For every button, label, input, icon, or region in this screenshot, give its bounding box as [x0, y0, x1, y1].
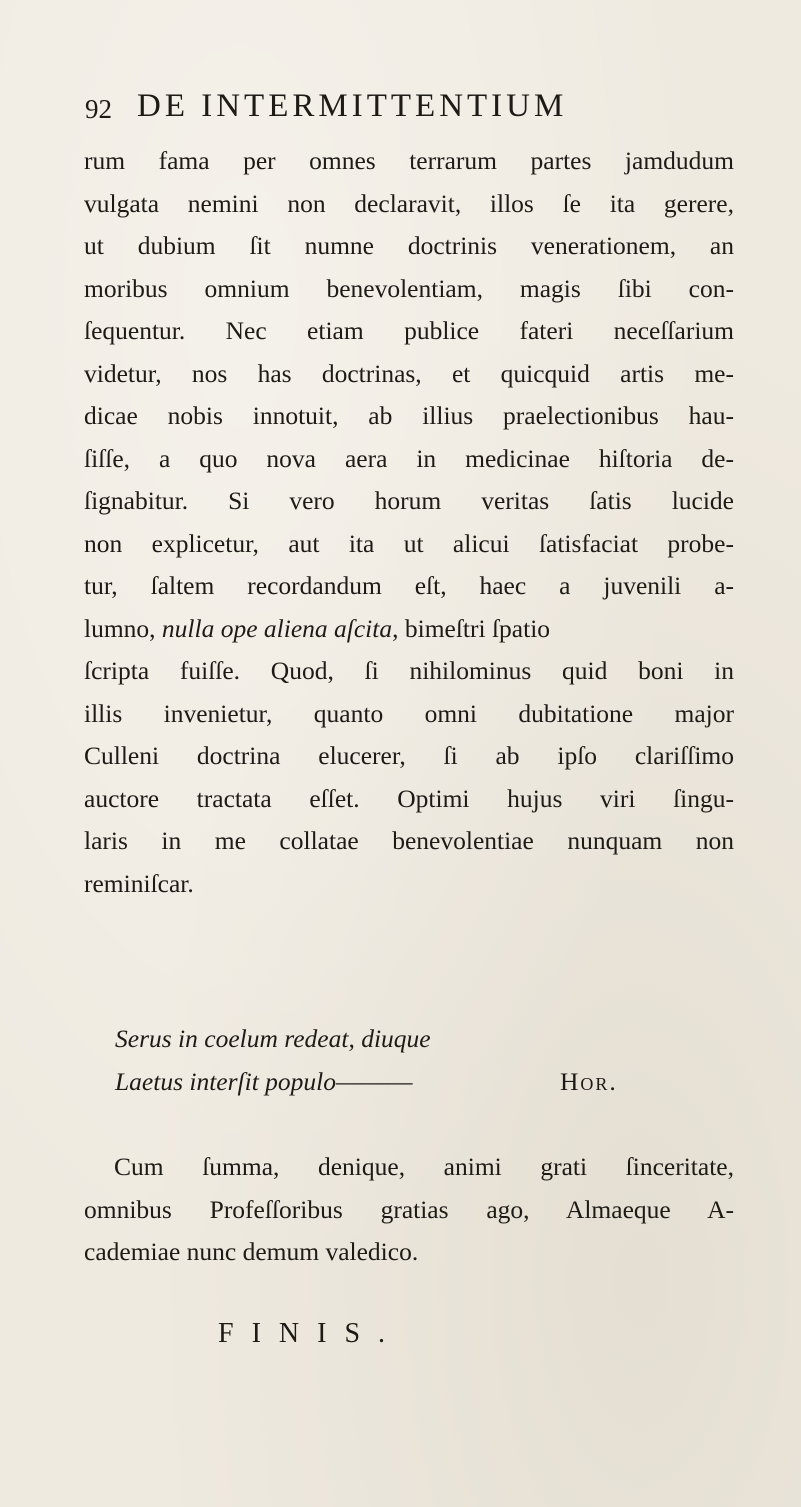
text-line: illis invenietur, quanto omni dubitatione major: [84, 698, 734, 728]
text-line: omnibus Profeſſoribus gratias ago, Almaeque A-: [84, 1194, 734, 1224]
quote-author: Hor.: [560, 1066, 618, 1096]
text-line: Culleni doctrina elucerer, ſi ab ipſo clariſſimo: [84, 741, 734, 770]
text-line: ſcripta fuiſſe. Quod, ſi nihilominus quid boni in: [84, 656, 734, 685]
horace-quotation: [115, 1018, 735, 1103]
text-line: dicae nobis innotuit, ab illius praelectionibus hau-: [84, 401, 734, 430]
italic-phrase: nulla ope aliena aſcita: [161, 613, 393, 643]
closing-paragraph: [84, 1146, 734, 1274]
finis-colophon: FINIS.: [218, 1318, 404, 1349]
quote-dash: ———: [336, 1066, 413, 1096]
page-number: 92: [85, 94, 112, 124]
text-line: laris in me collatae benevolentiae nunquam non: [84, 826, 734, 855]
text-line: ſignabitur. Si vero horum veritas ſatis lucide: [84, 486, 734, 515]
line-segment: [84, 608, 550, 651]
text-line-italic-phrase: [84, 608, 734, 651]
text-line: vulgata nemini non declaravit, illos ſe ita gerere,: [84, 188, 734, 218]
running-head-title: DE INTERMITTENTIUM: [137, 88, 568, 124]
text-line: cademiae nunc demum valedico.: [84, 1237, 419, 1266]
quote-line-2: [115, 1061, 735, 1104]
text-line: ſiſſe, a quo nova aera in medicinae hiſtoria de-: [84, 443, 734, 473]
text-line: videtur, nos has doctrinas, et quicquid artis me-: [84, 358, 734, 388]
text-line: non explicetur, aut ita ut alicui ſatisfaciat probe-: [84, 528, 734, 558]
text-line: rum fama per omnes terrarum partes jamdudum: [84, 146, 734, 175]
running-head: [85, 88, 725, 128]
text-line: auctore tractata eſſet. Optimi hujus viri ſingu-: [84, 783, 734, 813]
quote-line-1: Serus in coelum redeat, diuque: [115, 1024, 431, 1053]
text-line: ut dubium ſit numne doctrinis venerationem, an: [84, 231, 734, 260]
text-line: Cum ſumma, denique, animi grati ſinceritate,: [114, 1152, 734, 1181]
body-paragraph: [84, 140, 734, 905]
text-line: tur, ſaltem recordandum eſt, haec a juvenili a-: [84, 571, 734, 600]
line-after: , bimeſtri ſpatio: [392, 613, 551, 643]
quote-line-2-text: Laetus interſit populo: [115, 1066, 337, 1096]
text-line: reminiſcar.: [84, 868, 194, 898]
line-before: lumno,: [84, 613, 162, 643]
text-line: moribus omnium benevolentiam, magis ſibi con-: [84, 273, 734, 303]
text-line: ſequentur. Nec etiam publice fateri neceſſarium: [84, 316, 734, 345]
